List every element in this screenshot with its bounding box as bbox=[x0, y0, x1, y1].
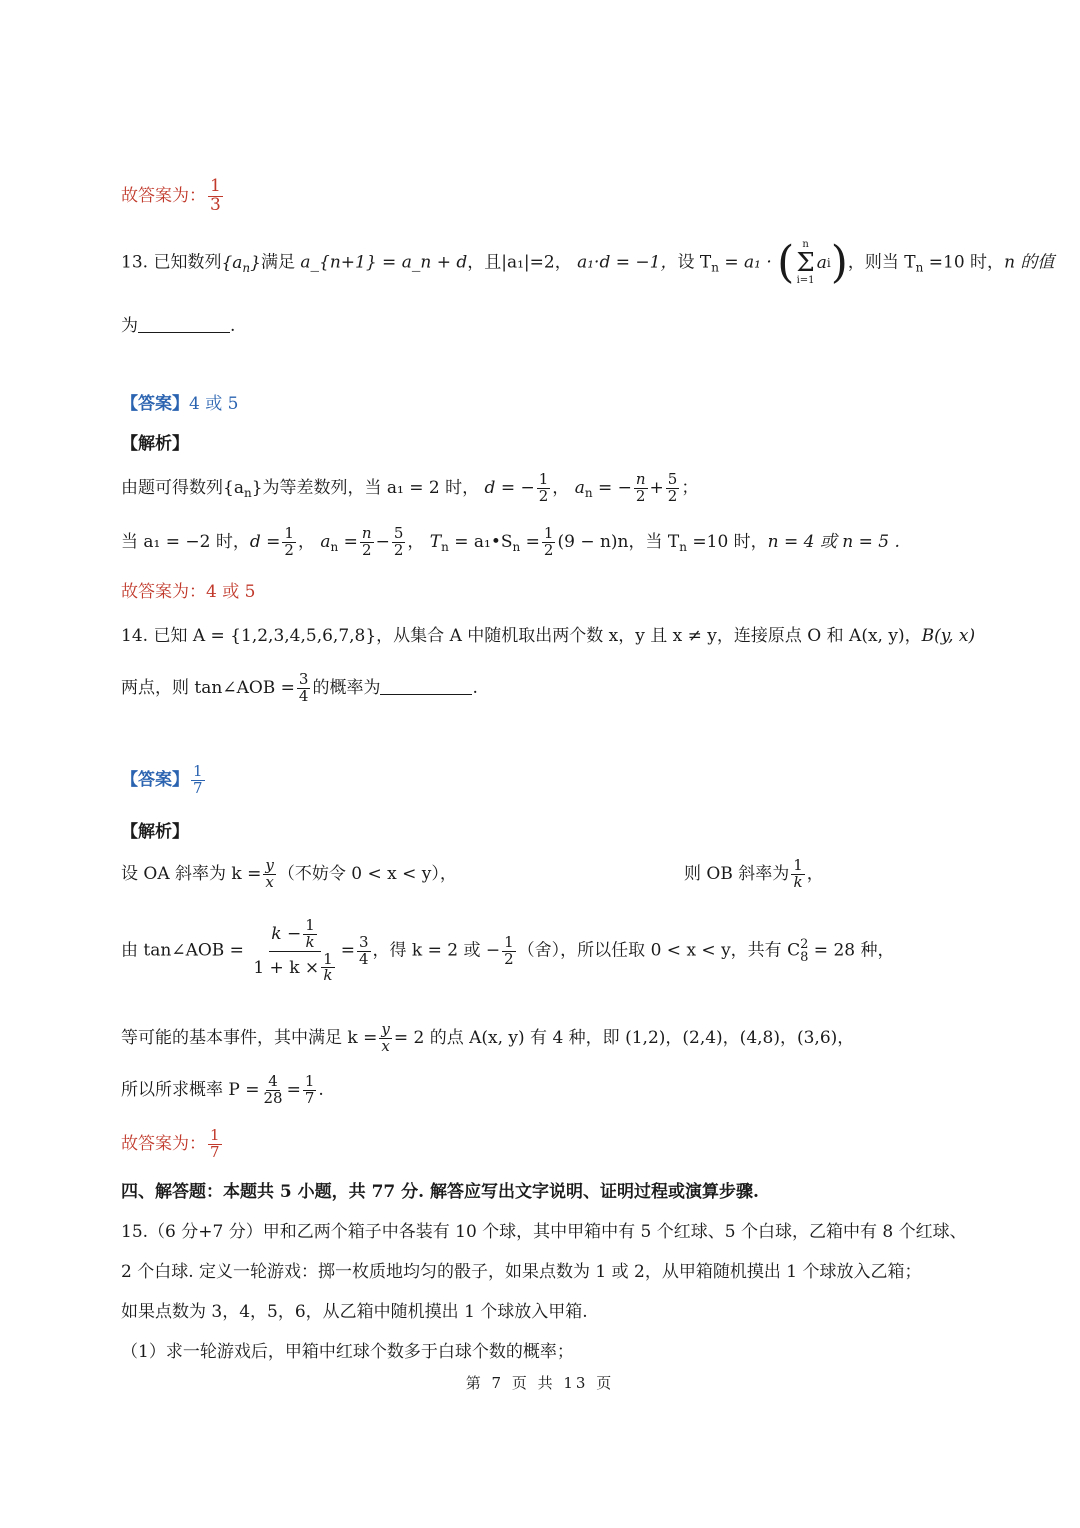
q14-conclusion: 故答案为： $\frac{1}{7}$ bbox=[121, 1126, 220, 1161]
q14-solution-1: 设 OA 斜率为 k = $\frac{y}{x}$ （不妨令 0 < x < y）， bbox=[121, 856, 457, 891]
q13-line-1: 13. 已知数列$\{a_n\}$满足 a_{n+1} = a_n + d，且|a₁|=2， a₁·d = −1，设 $T_n = a_1$ · ( n Σ i=1 a i ) ，则当 $T_n =10$ 时，n 的值 bbox=[121, 237, 1055, 288]
q14-solution-1-right: 则 OB 斜率为 $\frac{1}{k}$ ， bbox=[684, 856, 824, 891]
answer-blank bbox=[138, 314, 230, 333]
q14-analysis-label: 【解析】 bbox=[121, 822, 189, 842]
summation: ( n Σ i=1 a i ) bbox=[777, 237, 848, 288]
q15-line-3: 如果点数为 3，4，5，6，从乙箱中随机摸出 1 个球放入甲箱. bbox=[121, 1302, 588, 1322]
section-heading: 四、解答题：本题共 5 小题，共 77 分. 解答应写出文字说明、证明过程或演算步骤. bbox=[121, 1182, 759, 1202]
q14-solution-4: 所以所求概率 P = $\frac{4}{28}$ = $\frac{1}{7}$ . bbox=[121, 1072, 324, 1107]
q14-line-1: 14. 已知 A = {1,2,3,4,5,6,7,8}，从集合 A 中随机取出两个数 x，y 且 x ≠ y，连接原点 O 和 A(x, y)，B(y, x) bbox=[121, 626, 976, 646]
compound-fraction: k − $\frac{1}{k}$ 1 + k × $\frac{1}{k}$ bbox=[253, 916, 333, 985]
q12-conclusion: 故答案为： $\frac{1}{3}$ bbox=[121, 176, 221, 215]
q13-analysis-label: 【解析】 bbox=[121, 434, 189, 454]
answer-blank bbox=[380, 676, 472, 695]
q15-line-1: 15.（6 分+7 分）甲和乙两个箱子中各装有 10 个球，其中甲箱中有 5 个红球、5 个白球，乙箱中有 8 个红球、 bbox=[121, 1222, 967, 1242]
q14-answer: 【答案】 $\frac{1}{7}$ bbox=[121, 762, 203, 797]
q13-solution-1: 由题可得数列$\{a_n\}$为等差数列，当 a₁ = 2 时， d = − $\frac{1}{2}$ ， $a_n$ = − $\frac{n}{2}$ + $\frac{5}{2}$ ； bbox=[121, 470, 699, 505]
q15-part-1: （1）求一轮游戏后，甲箱中红球个数多于白球个数的概率； bbox=[121, 1342, 574, 1362]
q13-answer: 【答案】4 或 5 bbox=[121, 394, 239, 414]
page-footer: 第 7 页 共 13 页 bbox=[465, 1374, 615, 1392]
q13-solution-2: 当 a₁ = −2 时，d = $\frac{1}{2}$ ， $a_n$ = $\frac{n}{2}$ − $\frac{5}{2}$ ， $T_n$ = $a_1•S_n$ = $\frac{1}{2}$ (9 − n)n，当 $T_n =10$ 时，n = 4 或 n = 5 . bbox=[121, 524, 900, 559]
q15-line-2: 2 个白球. 定义一轮游戏：掷一枚质地均匀的骰子，如果点数为 1 或 2，从甲箱随机摸出 1 个球放入乙箱； bbox=[121, 1262, 922, 1282]
q13-line-2: 为 . bbox=[121, 316, 236, 336]
q14-line-2: 两点，则 tan∠AOB = $\frac{3}{4}$ 的概率为 . bbox=[121, 670, 478, 705]
q14-solution-2: 由 tan∠AOB = k − $\frac{1}{k}$ 1 + k × $\frac{1}{k}$ = $\frac{3}{4}$ ，得 k = 2 或 − $\frac{1}{2}$ （舍），所以任取 0 < x < y，共有 C 2 8 = 28 种， bbox=[121, 916, 895, 985]
q14-solution-3: 等可能的基本事件，其中满足 k = $\frac{y}{x}$ = 2 的点 A(x, y) 有 4 种，即 (1,2)，(2,4)，(4,8)，(3,6)， bbox=[121, 1020, 855, 1055]
fraction: $\frac{1}{3}$ bbox=[210, 176, 221, 215]
q13-conclusion: 故答案为：4 或 5 bbox=[121, 582, 256, 602]
